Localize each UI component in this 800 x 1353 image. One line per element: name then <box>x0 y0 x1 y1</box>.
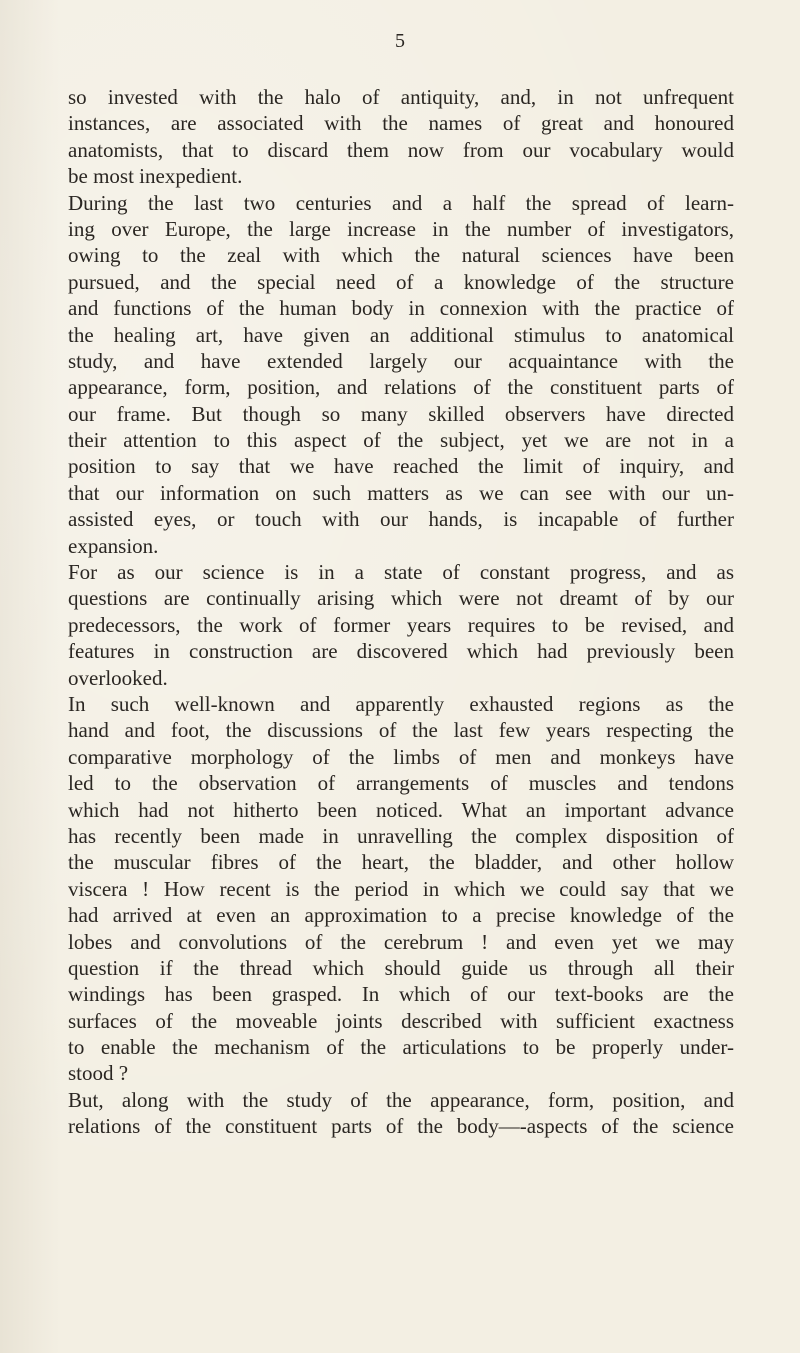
paragraph <box>68 1087 734 1140</box>
text-line: For as our science is in a state of constant progress, and as <box>68 560 734 585</box>
text-line: expansion. <box>68 533 159 558</box>
text-line: comparative morphology of the limbs of men and monkeys have <box>68 744 734 769</box>
text-line: that our information on such matters as we can see with our un- <box>68 480 734 505</box>
text-line: has recently been made in unravelling the complex disposition of <box>68 823 734 848</box>
text-line: hand and foot, the discussions of the last few years respecting the <box>68 718 734 743</box>
text-line: In such well-known and apparently exhausted regions as the <box>68 691 734 716</box>
text-line: stood ? <box>68 1061 129 1086</box>
paragraph <box>68 190 734 559</box>
text-line: predecessors, the work of former years requires to be revised, and <box>68 612 734 637</box>
text-line: so invested with the halo of antiquity, and, in not unfrequent <box>68 85 734 109</box>
text-line: be most inexpedient. <box>68 164 243 189</box>
text-line: to enable the mechanism of the articulations to be properly under- <box>68 1035 734 1060</box>
text-line: questions are continually arising which were not dreamt of by our <box>68 586 734 611</box>
text-line: led to the observation of arrangements of muscles and tendons <box>68 771 734 796</box>
text-line: viscera ! How recent is the period in which we could say that we <box>68 876 734 901</box>
text-line: relations of the constituent parts of the body—-aspects of the science <box>68 1114 734 1139</box>
text-line: lobes and convolutions of the cerebrum ! and even yet we may <box>68 929 734 954</box>
text-line: features in construction are discovered which had previously been <box>68 639 734 664</box>
text-line: study, and have extended largely our acquaintance with the <box>68 348 734 373</box>
body-text <box>68 84 734 1140</box>
text-line: During the last two centuries and a half the spread of learn- <box>68 190 734 215</box>
text-line: had arrived at even an approximation to a precise knowledge of the <box>68 903 734 928</box>
text-line: their attention to this aspect of the subject, yet we are not in a <box>68 428 734 453</box>
text-line: ing over Europe, the large increase in the number of investigators, <box>68 216 734 241</box>
text-line: surfaces of the moveable joints described with sufficient exactness <box>68 1008 734 1033</box>
text-line: which had not hitherto been noticed. What an important advance <box>68 797 734 822</box>
text-line: anatomists, that to discard them now from our vocabulary would <box>68 137 734 162</box>
text-line: instances, are associated with the names of great and honoured <box>68 111 734 136</box>
text-line: windings has been grasped. In which of our text-books are the <box>68 982 734 1007</box>
text-line: pursued, and the special need of a knowledge of the structure <box>68 269 734 294</box>
text-line: owing to the zeal with which the natural sciences have been <box>68 243 734 268</box>
text-line: the muscular fibres of the heart, the bladder, and other hollow <box>68 850 734 875</box>
text-line: But, along with the study of the appearance, form, position, and <box>68 1087 734 1112</box>
paragraph <box>68 691 734 1087</box>
text-line: overlooked. <box>68 665 168 690</box>
page-number: 5 <box>395 30 405 52</box>
paragraph <box>68 84 734 190</box>
text-line: appearance, form, position, and relations of the constituent parts of <box>68 375 734 400</box>
text-line: our frame. But though so many skilled observers have directed <box>68 401 734 426</box>
text-line: position to say that we have reached the limit of inquiry, and <box>68 454 734 479</box>
text-line: and functions of the human body in connexion with the practice of <box>68 296 734 321</box>
paragraph <box>68 559 734 691</box>
text-line: the healing art, have given an additional stimulus to anatomical <box>68 322 734 347</box>
text-line: question if the thread which should guide us through all their <box>68 955 734 980</box>
text-line: assisted eyes, or touch with our hands, is incapable of further <box>68 507 734 532</box>
